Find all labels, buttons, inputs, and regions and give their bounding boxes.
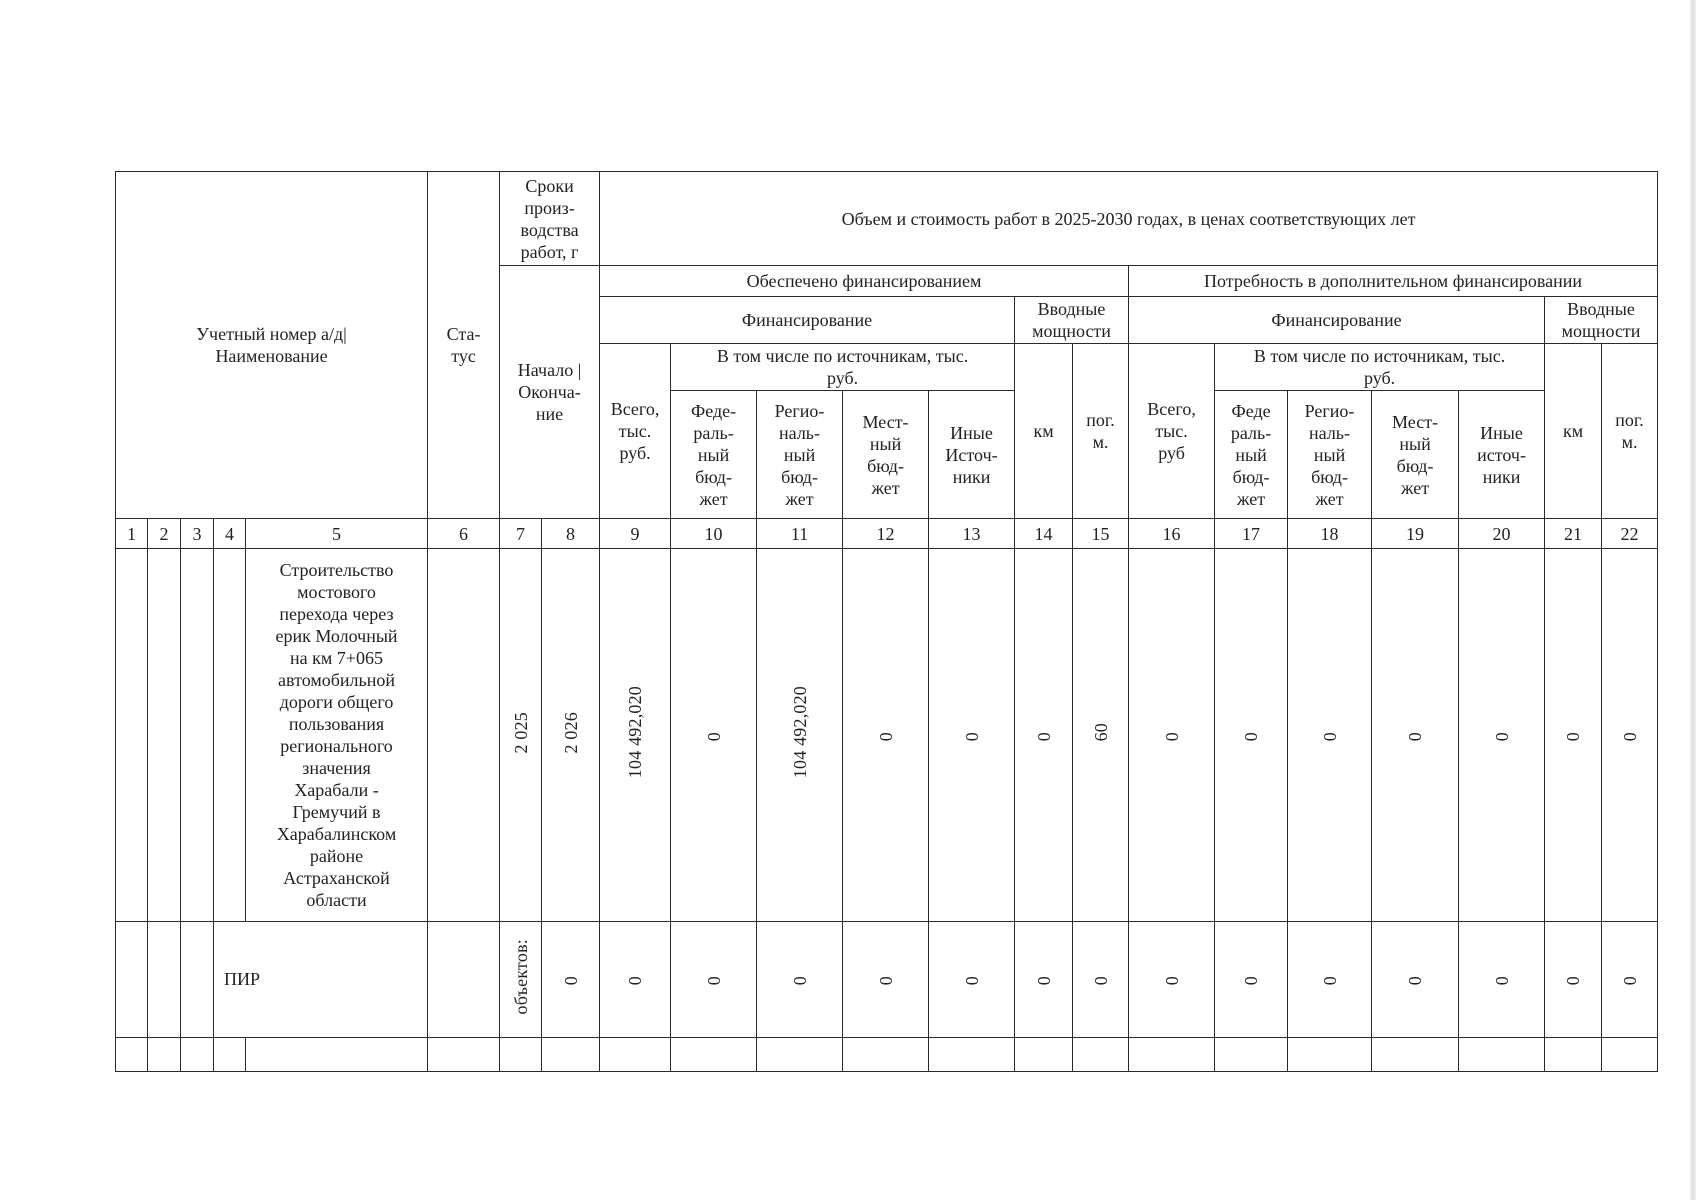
header-need-regional: Регио- наль- ный бюд- жет	[1288, 391, 1372, 519]
pir-secured-regional-value: 0	[789, 976, 810, 986]
secured-local-value: 0	[875, 731, 896, 741]
cell-need-local	[1372, 922, 1459, 1038]
empty-cell	[500, 1038, 542, 1072]
cell-secured-other	[929, 549, 1015, 922]
cell-secured-pog-m	[1073, 922, 1129, 1038]
cell-need-total	[1129, 549, 1215, 922]
pir-need-km-value: 0	[1563, 976, 1584, 986]
cell-secured-regional	[757, 922, 843, 1038]
table-row	[116, 922, 1658, 1038]
empty-cell	[843, 1038, 929, 1072]
cell-account-3	[181, 922, 214, 1038]
header-secured-other: Иные Источ- ники	[929, 391, 1015, 519]
empty-cell	[214, 1038, 246, 1072]
empty-cell	[1288, 1038, 1372, 1072]
cell-status	[428, 549, 500, 922]
cell-need-pog-m	[1602, 549, 1658, 922]
empty-table-row	[116, 1038, 1658, 1072]
cell-objects-value	[542, 922, 600, 1038]
cell-need-total	[1129, 922, 1215, 1038]
project-name: Строительство мостового перехода через ерик Молочный на км 7+065 автомобильной дороги общего пользования регионального значения Харабали - Гремучий в Харабалинском районе Астраханской области	[246, 549, 428, 922]
empty-cell	[1129, 1038, 1215, 1072]
empty-cell	[1372, 1038, 1459, 1072]
cell-secured-km	[1015, 549, 1073, 922]
cell-account-1	[116, 549, 148, 922]
header-secured-financing: Финансирование	[600, 297, 1015, 344]
page-edge-shadow	[1689, 0, 1696, 1200]
need-regional-value: 0	[1319, 731, 1340, 741]
cell-need-federal	[1215, 922, 1288, 1038]
pir-need-local-value: 0	[1405, 976, 1426, 986]
cell-need-federal	[1215, 549, 1288, 922]
column-number: 18	[1288, 519, 1372, 549]
pir-secured-total-value: 0	[625, 976, 646, 986]
secured-km-value: 0	[1033, 731, 1054, 741]
column-number: 13	[929, 519, 1015, 549]
empty-cell	[542, 1038, 600, 1072]
pir-need-regional-value: 0	[1319, 976, 1340, 986]
pir-secured-local-value: 0	[875, 976, 896, 986]
need-total-value: 0	[1161, 731, 1182, 741]
empty-cell	[1215, 1038, 1288, 1072]
cell-need-regional	[1288, 922, 1372, 1038]
empty-cell	[929, 1038, 1015, 1072]
header-need-capacity: Вводные мощности	[1545, 297, 1658, 344]
column-number: 2	[148, 519, 181, 549]
header-need-pog-m: пог. м.	[1602, 344, 1658, 519]
header-name-column: Учетный номер а/д| Наименование	[116, 172, 428, 519]
column-number: 3	[181, 519, 214, 549]
column-number: 6	[428, 519, 500, 549]
cell-end	[542, 549, 600, 922]
cell-secured-local	[843, 549, 929, 922]
need-federal-value: 0	[1241, 731, 1262, 741]
empty-cell	[116, 1038, 148, 1072]
header-secured-pog-m: пог. м.	[1073, 344, 1129, 519]
cell-need-local	[1372, 549, 1459, 922]
header-need-km: км	[1545, 344, 1602, 519]
header-terms-column: Сроки произ- водства работ, г	[500, 172, 600, 266]
column-number: 12	[843, 519, 929, 549]
header-need-local: Мест- ный бюд- жет	[1372, 391, 1459, 519]
header-need-federal: Феде раль- ный бюд- жет	[1215, 391, 1288, 519]
cell-account-2	[148, 549, 181, 922]
empty-cell	[757, 1038, 843, 1072]
cell-secured-local	[843, 922, 929, 1038]
cell-secured-other	[929, 922, 1015, 1038]
pir-need-other-value: 0	[1491, 976, 1512, 986]
need-local-value: 0	[1405, 731, 1426, 741]
cell-account-3	[181, 549, 214, 922]
cell-account-2	[148, 922, 181, 1038]
column-number: 15	[1073, 519, 1129, 549]
empty-cell	[1602, 1038, 1658, 1072]
header-need-by-sources: В том числе по источникам, тыс. руб.	[1215, 344, 1545, 391]
cell-need-regional	[1288, 549, 1372, 922]
secured-total-value: 104 492,020	[625, 686, 646, 779]
cell-account-1	[116, 922, 148, 1038]
empty-cell	[1545, 1038, 1602, 1072]
pir-need-federal-value: 0	[1241, 976, 1262, 986]
column-number: 10	[671, 519, 757, 549]
column-number: 7	[500, 519, 542, 549]
need-km-value: 0	[1563, 731, 1584, 741]
pir-secured-federal-value: 0	[703, 976, 724, 986]
objects-value: 0	[560, 976, 581, 986]
investment-program-table	[115, 171, 1658, 1072]
pir-secured-km-value: 0	[1033, 976, 1054, 986]
cell-account-4	[214, 549, 246, 922]
pir-secured-pog-m-value: 0	[1090, 976, 1111, 986]
header-secured-km: км	[1015, 344, 1073, 519]
column-number-row	[116, 519, 1658, 549]
empty-cell	[246, 1038, 428, 1072]
header-secured-regional: Регио- наль- ный бюд- жет	[757, 391, 843, 519]
column-number: 21	[1545, 519, 1602, 549]
objects-label: объектов:	[510, 939, 531, 1015]
column-number: 20	[1459, 519, 1545, 549]
column-number: 1	[116, 519, 148, 549]
empty-cell	[671, 1038, 757, 1072]
column-number: 22	[1602, 519, 1658, 549]
cell-secured-federal	[671, 922, 757, 1038]
start-year: 2 025	[510, 711, 531, 754]
header-status-column: Ста- тус	[428, 172, 500, 519]
column-number: 9	[600, 519, 671, 549]
column-number: 16	[1129, 519, 1215, 549]
need-pog-m-value: 0	[1619, 731, 1640, 741]
header-secured-title: Обеспечено финансированием	[600, 266, 1129, 297]
cell-secured-pog-m	[1073, 549, 1129, 922]
header-need-financing: Финансирование	[1129, 297, 1545, 344]
column-number: 11	[757, 519, 843, 549]
header-start-end: Начало | Оконча- ние	[500, 266, 600, 519]
cell-start	[500, 549, 542, 922]
header-secured-local: Мест- ный бюд- жет	[843, 391, 929, 519]
cell-need-other	[1459, 922, 1545, 1038]
pir-secured-other-value: 0	[961, 976, 982, 986]
header-secured-federal: Феде- раль- ный бюд- жет	[671, 391, 757, 519]
header-secured-by-sources: В том числе по источникам, тыс. руб.	[671, 344, 1015, 391]
table-row	[116, 549, 1658, 922]
column-number: 4	[214, 519, 246, 549]
empty-cell	[1073, 1038, 1129, 1072]
column-number: 19	[1372, 519, 1459, 549]
header-need-other: Иные источ- ники	[1459, 391, 1545, 519]
empty-cell	[600, 1038, 671, 1072]
cell-secured-regional	[757, 549, 843, 922]
cell-secured-total	[600, 922, 671, 1038]
cell-pir-label	[214, 922, 428, 1038]
column-number: 17	[1215, 519, 1288, 549]
cell-status	[428, 922, 500, 1038]
cell-objects-label	[500, 922, 542, 1038]
pir-need-total-value: 0	[1161, 976, 1182, 986]
empty-cell	[428, 1038, 500, 1072]
header-volume-title: Объем и стоимость работ в 2025-2030 годах, в ценах соответствующих лет	[600, 172, 1658, 266]
column-number: 5	[246, 519, 428, 549]
header-need-title: Потребность в дополнительном финансировании	[1129, 266, 1658, 297]
end-year: 2 026	[560, 711, 581, 754]
cell-need-km	[1545, 549, 1602, 922]
pir-need-pog-m-value: 0	[1619, 976, 1640, 986]
header-need-total: Всего, тыс. руб	[1129, 344, 1215, 519]
need-other-value: 0	[1491, 731, 1512, 741]
header-secured-total: Всего, тыс. руб.	[600, 344, 671, 519]
column-number: 14	[1015, 519, 1073, 549]
secured-other-value: 0	[961, 731, 982, 741]
header-secured-capacity: Вводные мощности	[1015, 297, 1129, 344]
empty-cell	[148, 1038, 181, 1072]
pir-label: ПИР	[224, 968, 261, 989]
cell-secured-total	[600, 549, 671, 922]
cell-need-km	[1545, 922, 1602, 1038]
cell-secured-km	[1015, 922, 1073, 1038]
column-number: 8	[542, 519, 600, 549]
secured-pog-m-value: 60	[1090, 723, 1111, 742]
secured-federal-value: 0	[703, 731, 724, 741]
empty-cell	[1015, 1038, 1073, 1072]
cell-need-pog-m	[1602, 922, 1658, 1038]
secured-regional-value: 104 492,020	[789, 686, 810, 779]
cell-secured-federal	[671, 549, 757, 922]
empty-cell	[181, 1038, 214, 1072]
cell-need-other	[1459, 549, 1545, 922]
empty-cell	[1459, 1038, 1545, 1072]
